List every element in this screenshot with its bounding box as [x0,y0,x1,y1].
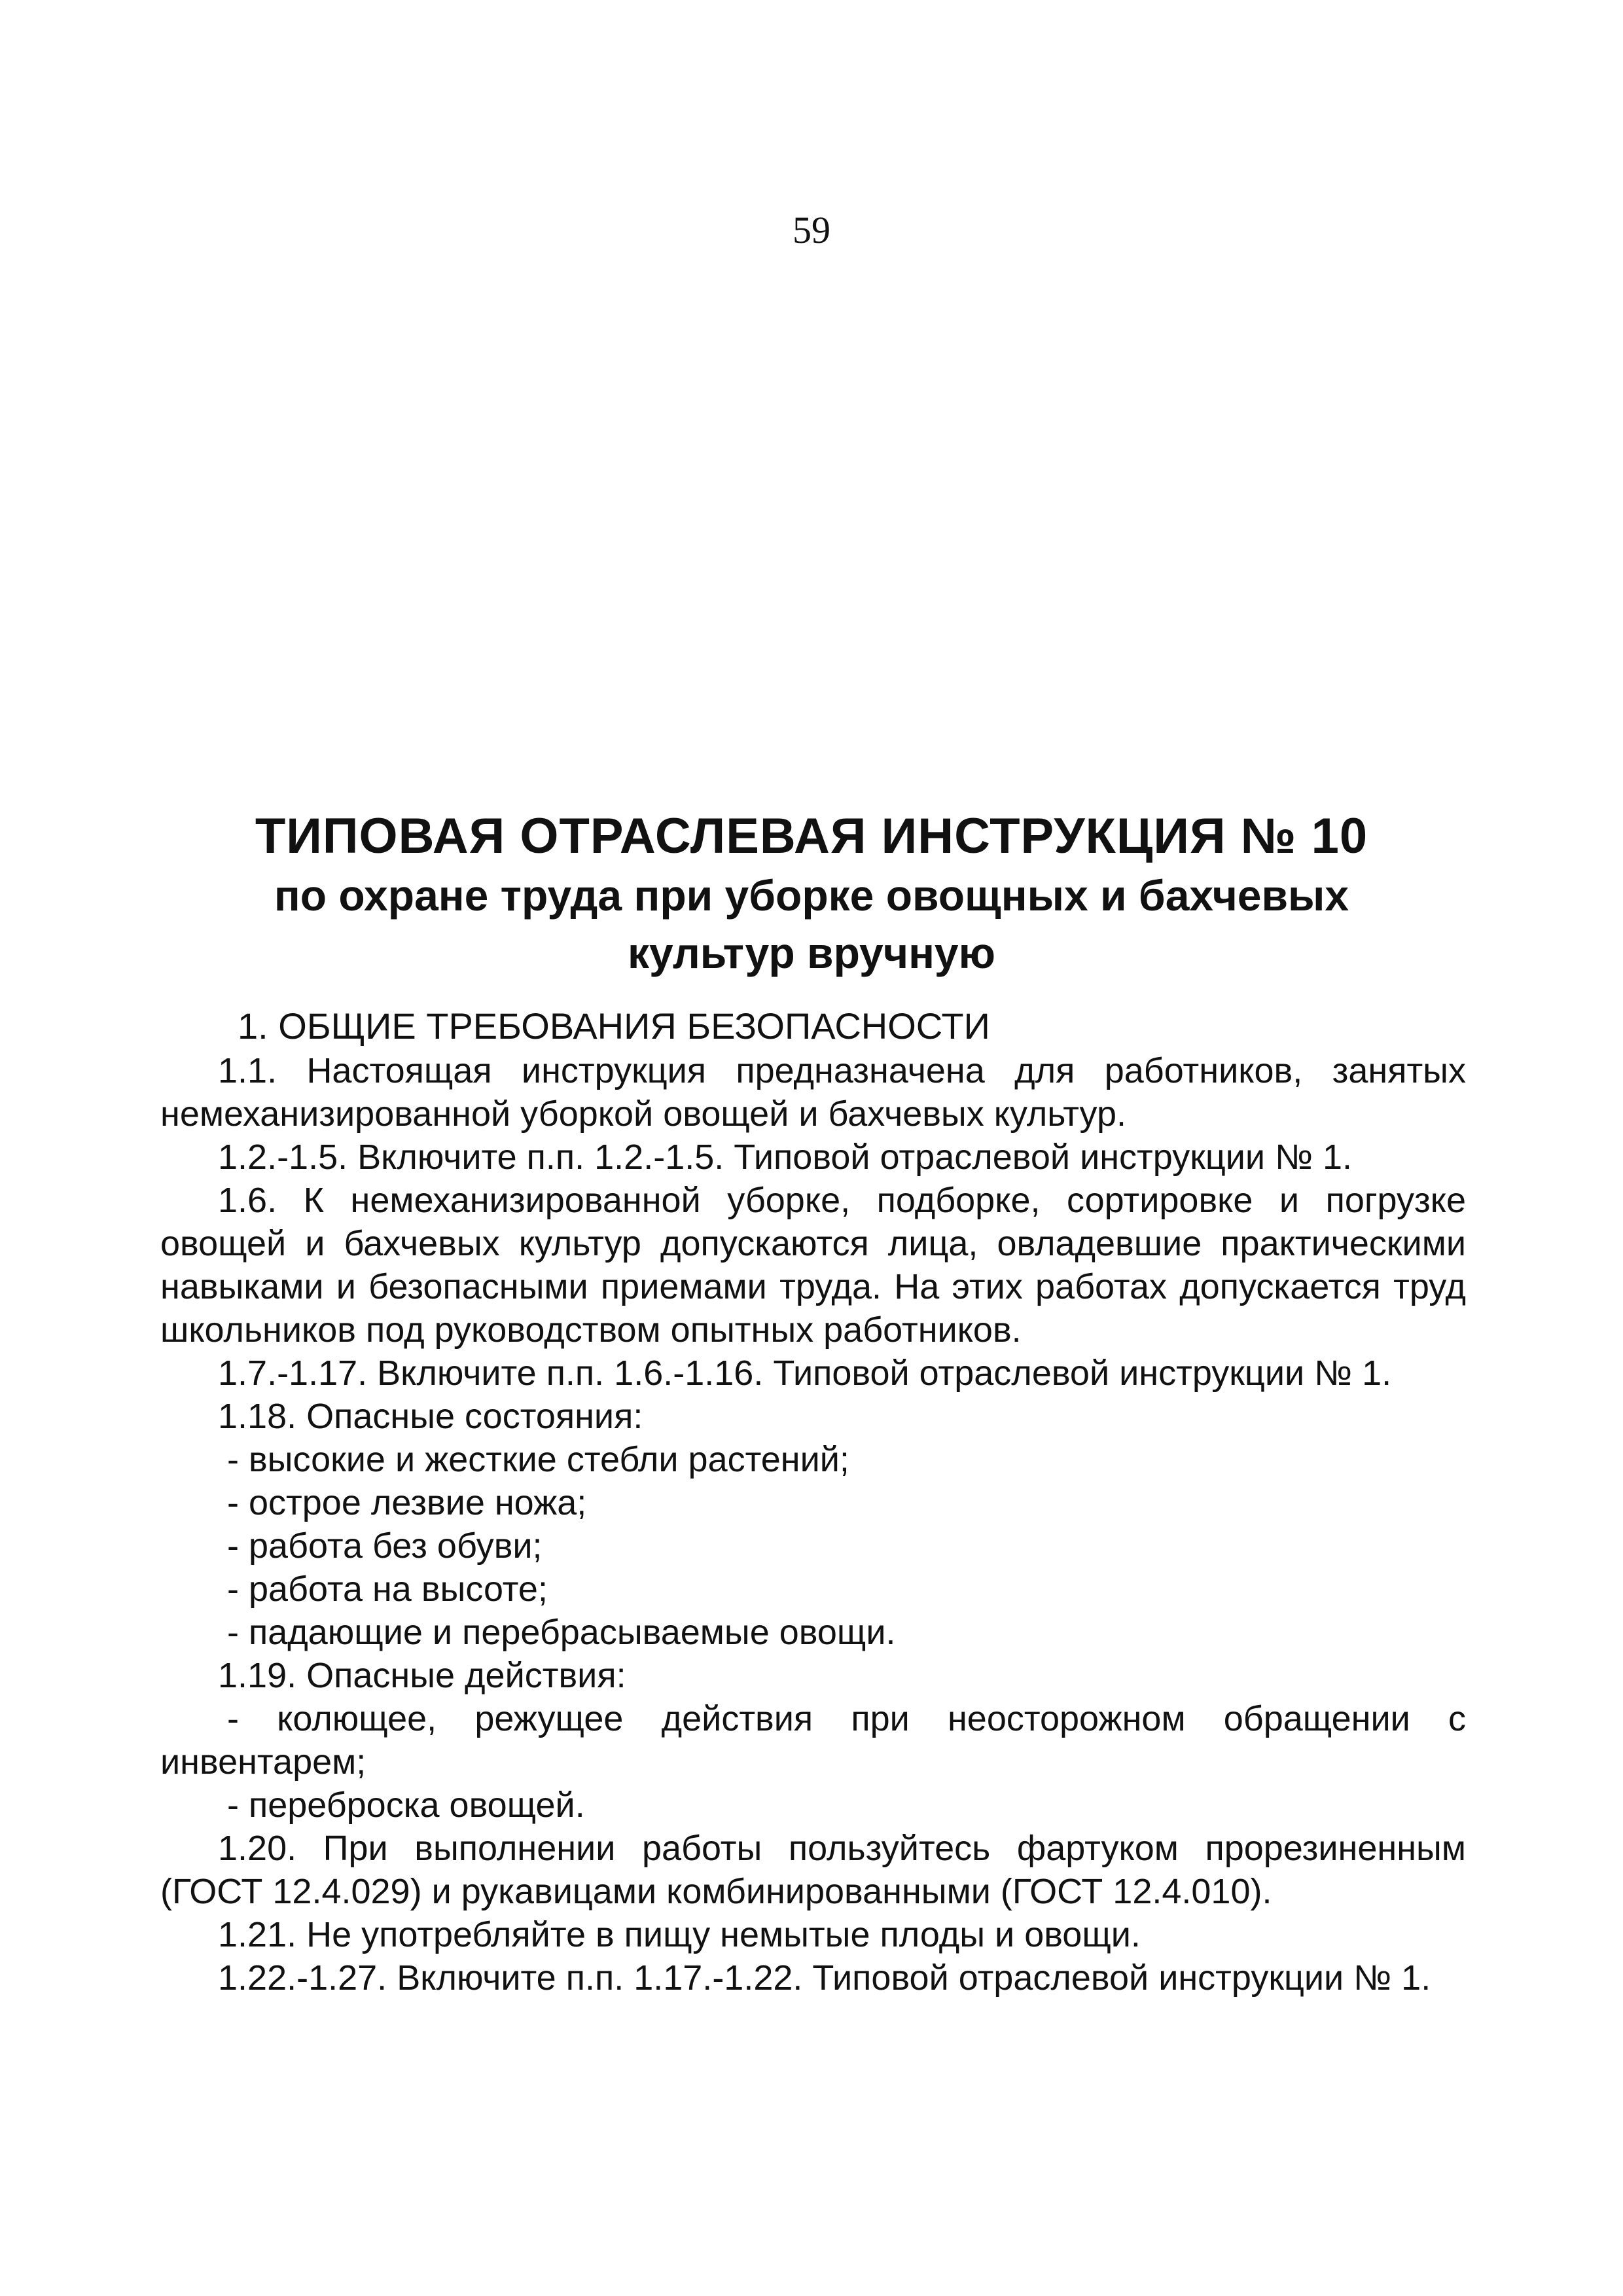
hazard-action-item: - переброска овощей. [227,1785,585,1825]
hazard-state-item: - высокие и жесткие стебли растений; [227,1440,849,1479]
hazard-state-item: - падающие и перебрасываемые овощи. [227,1613,896,1652]
document-title [0,806,1623,982]
clause-1-1: 1.1. Настоящая инструкция предназначена для работников, занятых немеханизированной уборкой овощей и бахчевых культур. [160,1051,1466,1134]
clause-1-21: 1.21. Не употребляйте в пищу немытые плоды и овощи. [218,1915,1141,1954]
hazard-action-item: - колющее, режущее действия при неосторожном обращении с инвентарем; [160,1699,1466,1782]
clause-1-19: 1.19. Опасные действия: [218,1656,626,1695]
title-line-subject-end: культур вручную [628,929,995,977]
page-number: 59 [793,209,830,251]
clause-1-20: 1.20. При выполнении работы пользуйтесь фартуком прорезиненным (ГОСТ 12.4.029) и рукавицами комбинированными (ГОСТ 12.4.010). [160,1829,1466,1911]
hazard-state-item: - острое лезвие ножа; [227,1483,587,1522]
hazard-state-item: - работа на высоте; [227,1570,548,1609]
clause-1-22: 1.22.-1.27. Включите п.п. 1.17.-1.22. Типовой отраслевой инструкции № 1. [218,1958,1431,1998]
clause-1-7: 1.7.-1.17. Включите п.п. 1.6.-1.16. Типовой отраслевой инструкции № 1. [218,1354,1392,1393]
title-line-main: ТИПОВАЯ ОТРАСЛЕВАЯ ИНСТРУКЦИЯ № 10 [255,808,1368,864]
clause-1-18: 1.18. Опасные состояния: [218,1397,643,1436]
section-heading: 1. ОБЩИЕ ТРЕБОВАНИЯ БЕЗОПАСНОСТИ [238,1005,990,1047]
title-line-subject: по охране труда при уборке овощных и бахчевых [274,871,1349,920]
clause-1-6: 1.6. К немеханизированной уборке, подборке, сортировке и погрузке овощей и бахчевых культур допускаются лица, овладевшие практическими навыками и безопасными приемами труда. На этих работах допускается труд школьников под руководством опытных работников. [160,1181,1466,1350]
hazard-state-item: - работа без обуви; [227,1526,543,1566]
clause-1-2: 1.2.-1.5. Включите п.п. 1.2.-1.5. Типовой отраслевой инструкции № 1. [218,1138,1353,1177]
instruction-body [160,1005,1466,2000]
